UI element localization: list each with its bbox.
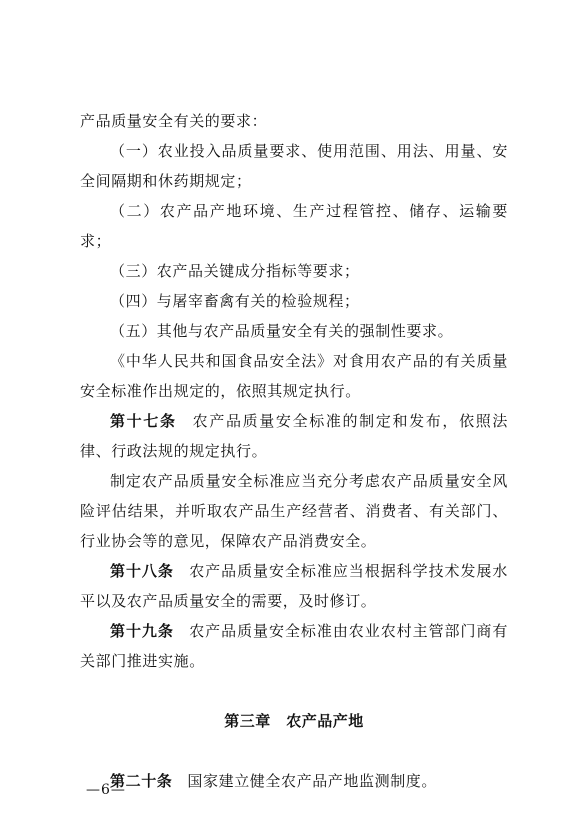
paragraphs-after-chapter [80,766,508,796]
page-number: —6— [86,782,126,798]
paragraph [80,136,508,196]
paragraph-text: 国家建立健全农产品产地监测制度。 [187,772,438,790]
paragraphs-before-chapter [80,106,508,676]
document-body [80,106,508,796]
paragraph [80,346,508,406]
article-number: 第十九条 [110,622,174,640]
article-paragraph [80,766,508,796]
paragraph-text: （四）与屠宰畜禽有关的检验规程； [110,292,360,310]
paragraph-text: （五）其他与农产品质量安全有关的强制性要求。 [110,322,454,340]
paragraph-text: （一）农业投入品质量要求、使用范围、用法、用量、安全间隔期和休药期规定； [80,142,508,190]
paragraph [80,106,508,136]
paragraph-text: （二）农产品产地环境、生产过程管控、储存、运输要求； [80,202,508,250]
article-paragraph [80,616,508,676]
chapter-heading: 第三章 农产品产地 [224,712,364,730]
paragraph-text: 制定农产品质量安全标准应当充分考虑农产品质量安全风险评估结果，并听取农产品生产经营者、消费者、有关部门、行业协会等的意见，保障农产品消费安全。 [80,472,508,550]
paragraph [80,316,508,346]
article-number: 第十八条 [110,562,174,580]
article-number: 第二十条 [110,772,173,790]
article-paragraph [80,556,508,616]
paragraph [80,256,508,286]
paragraph-text: （三）农产品关键成分指标等要求； [110,262,360,280]
article-paragraph [80,406,508,466]
article-number: 第十七条 [110,412,177,430]
paragraph-text: 《中华人民共和国食品安全法》对食用农产品的有关质量安全标准作出规定的，依照其规定执行。 [80,352,508,400]
paragraph-text: 农产品质量安全标准的制定和发布，依照法律、行政法规的规定执行。 [80,412,508,460]
paragraph-text: 农产品质量安全标准应当根据科学技术发展水平以及农产品质量安全的需要，及时修订。 [80,562,508,610]
paragraph-text: 农产品质量安全标准由农业农村主管部门商有关部门推进实施。 [80,622,508,670]
paragraph [80,196,508,256]
paragraph [80,286,508,316]
paragraph-text: 产品质量安全有关的要求： [80,112,268,130]
paragraph [80,466,508,556]
